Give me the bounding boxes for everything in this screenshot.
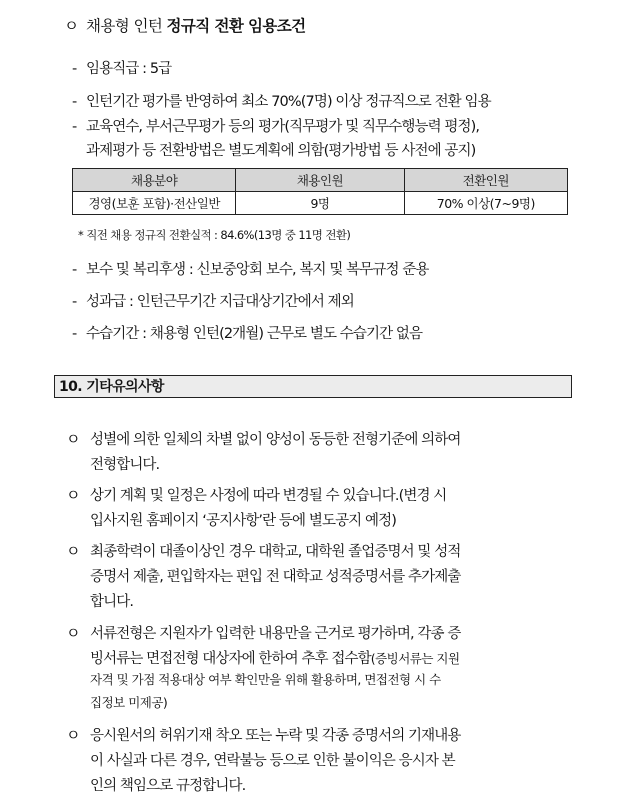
table-header: 채용분야: [73, 169, 236, 192]
table-header-row: [73, 169, 568, 192]
notice-2-line-2: 입사지원 홈페이지 ‘공지사항’란 등에 별도공지 예정): [90, 513, 396, 529]
table-row: [73, 192, 568, 215]
notice-3-line-2: 증명서 제출, 편입학자는 편입 전 대학교 성적증명서를 추가제출: [90, 569, 461, 585]
notice-3-line-1: 최종학력이 대졸이상인 경우 대학교, 대학원 졸업증명서 및 성적: [90, 544, 461, 560]
notice-1-line-2: 전형합니다.: [90, 457, 160, 473]
notice-2-line-1: 상기 계획 및 일정은 사정에 따라 변경될 수 있습니다.(변경 시: [90, 488, 447, 504]
circle-bullet: ㅇ: [66, 486, 81, 504]
circle-bullet: ㅇ: [66, 542, 81, 560]
circle-bullet: ㅇ: [66, 430, 81, 448]
section10-heading: 10. 기타유의사항: [54, 375, 572, 398]
probation-line: - 수습기간 : 채용형 인턴(2개월) 근무로 별도 수습기간 없음: [72, 326, 423, 342]
section-heading: [64, 14, 305, 36]
circle-bullet: ㅇ: [66, 624, 81, 642]
grade-line: - 임용직급 : 5급: [72, 61, 172, 77]
notice-4-line-4: 집정보 미제공): [90, 695, 168, 710]
notice-5-line-2: 이 사실과 다른 경우, 연락불능 등으로 인한 불이익은 응시자 본: [90, 753, 455, 769]
eval-line-3: 과제평가 등 전환방법은 별도계획에 의함(평가방법 등 사전에 공지): [86, 143, 476, 159]
table-header: 전환인원: [404, 169, 567, 192]
table-cell: 9명: [236, 192, 404, 215]
footnote: * 직전 채용 정규직 전환실적 : 84.6%(13명 중 11명 전환): [78, 228, 351, 242]
notice-4-line-2: 빙서류는 면접전형 대상자에 한하여 추후 접수함(증빙서류는 지원: [90, 651, 460, 667]
notice-4-line-1: 서류전형은 지원자가 입력한 내용만을 근거로 평가하며, 각종 증: [90, 626, 461, 642]
table-cell: 70% 이상(7~9명): [404, 192, 567, 215]
table-cell: 경영(보훈 포함)·전산일반: [73, 192, 236, 215]
heading-bold: 정규직 전환 임용조건: [166, 17, 306, 35]
conversion-table: [72, 168, 568, 215]
bonus-line: - 성과급 : 인턴근무기간 지급대상기간에서 제외: [72, 294, 354, 310]
notice-1-line-1: 성별에 의한 일체의 차별 없이 양성이 동등한 전형기준에 의하여: [90, 432, 461, 448]
notice-3-line-3: 합니다.: [90, 594, 134, 610]
table-header: 채용인원: [236, 169, 404, 192]
circle-bullet: ㅇ: [64, 17, 79, 35]
heading-prefix: 채용형 인턴: [86, 17, 167, 35]
eval-line-2: - 교육연수, 부서근무평가 등의 평가(직무평가 및 직무수행능력 평정),: [72, 119, 480, 135]
benefits-line: - 보수 및 복리후생 : 신보중앙회 보수, 복지 및 복무규정 준용: [72, 262, 429, 278]
eval-line-1: - 인턴기간 평가를 반영하여 최소 70%(7명) 이상 정규직으로 전환 임용: [72, 94, 491, 110]
notice-5-line-3: 인의 책임으로 규정합니다.: [90, 778, 246, 794]
circle-bullet: ㅇ: [66, 726, 81, 744]
notice-5-line-1: 응시원서의 허위기재 착오 또는 누락 및 각종 증명서의 기재내용: [90, 728, 461, 744]
notice-4-line-3: 자격 및 가점 적용대상 여부 확인만을 위해 활용하며, 면접전형 시 수: [90, 672, 441, 687]
